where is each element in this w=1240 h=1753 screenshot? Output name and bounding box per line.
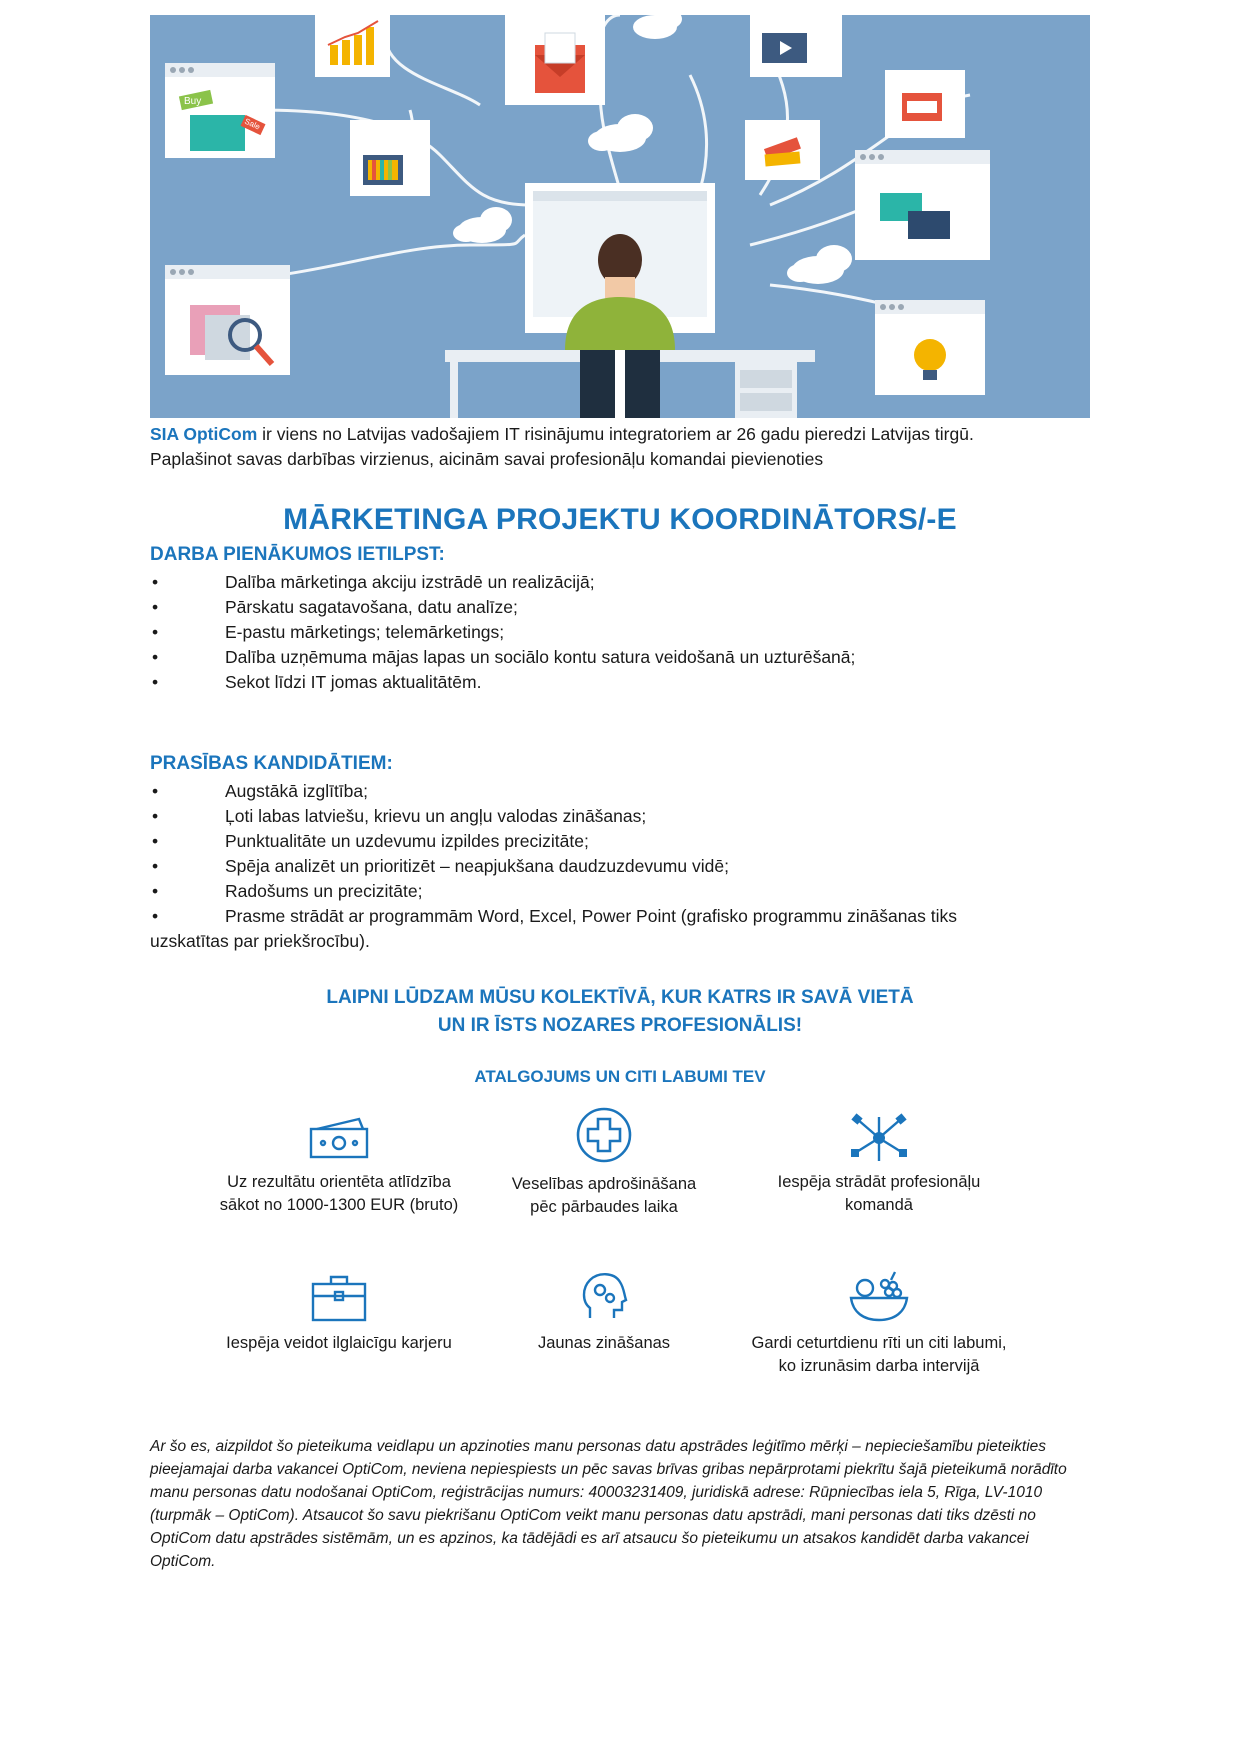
sale-tag: Sale bbox=[243, 116, 262, 132]
list-item: • Sekot līdzi IT jomas aktualitātēm. bbox=[152, 672, 482, 692]
buy-tag: Buy bbox=[184, 96, 202, 107]
benefit-perks bbox=[729, 1268, 1029, 1378]
benefit-health bbox=[454, 1113, 754, 1219]
benefits-heading: ATALGOJUMS UN CITI LABUMI TEV bbox=[474, 1067, 766, 1086]
benefit-team bbox=[729, 1113, 1029, 1217]
duties-heading: DARBA PIENĀKUMOS IETILPST: bbox=[150, 544, 445, 565]
list-item: • Augstākā izglītība; bbox=[152, 781, 368, 801]
benefit-salary-line-2: sākot no 1000-1300 EUR (bruto) bbox=[219, 1196, 459, 1214]
benefit-salary-line-1: Uz rezultātu orientēta atlīdzība bbox=[227, 1173, 451, 1191]
benefit-perks-line-2: ko izrunāsim darba intervijā bbox=[778, 1357, 980, 1375]
welcome-line-2: UN IR ĪSTS NOZARES PROFESIONĀLIS! bbox=[437, 1015, 803, 1036]
list-item: • Pārskatu sagatavošana, datu analīze; bbox=[152, 597, 518, 617]
list-item: • Dalība uzņēmuma mājas lapas un sociālo kontu satura veidošanā un uzturēšanā; bbox=[152, 647, 856, 667]
brand-name: SIA OptiCom bbox=[150, 424, 258, 444]
list-item: • Ļoti labas latviešu, krievu un angļu valodas zināšanas; bbox=[152, 806, 647, 826]
list-item: • Punktualitāte un uzdevumu izpildes precizitāte; bbox=[152, 831, 589, 851]
benefit-perks-line-1: Gardi ceturtdienu rīti un citi labumi, bbox=[751, 1334, 1007, 1352]
list-item-continuation: uzskatītas par priekšrocību). bbox=[150, 931, 370, 951]
list-item: • E-pastu mārketings; telemārketings; bbox=[152, 622, 505, 642]
marketing-illustration-icon bbox=[150, 15, 1090, 418]
team-hands-icon bbox=[847, 1113, 911, 1163]
benefit-health-line-1: Veselības apdrošināšana bbox=[511, 1175, 697, 1193]
hero-illustration bbox=[150, 15, 1090, 418]
benefit-knowledge-line-1: Jaunas zināšanas bbox=[537, 1334, 671, 1352]
intro-line-1 bbox=[150, 422, 1090, 447]
benefit-salary bbox=[189, 1113, 489, 1217]
money-icon bbox=[307, 1113, 371, 1163]
benefit-team-line-2: komandā bbox=[845, 1196, 913, 1214]
head-gears-icon bbox=[576, 1268, 632, 1324]
requirements-list bbox=[150, 779, 1090, 954]
list-item: • Radošums un precizitāte; bbox=[152, 881, 423, 901]
intro-text bbox=[150, 422, 1090, 472]
duties-list bbox=[150, 570, 1090, 695]
benefit-team-line-1: Iespēja strādāt profesionāļu bbox=[777, 1173, 981, 1191]
benefit-career bbox=[189, 1272, 489, 1355]
intro-line-1-rest: ir viens no Latvijas vadošajiem IT risinājumu integratoriem ar 26 gadu pieredzi Latvijas tirgū. bbox=[257, 424, 974, 444]
health-cross-icon bbox=[574, 1105, 634, 1165]
list-item: • Dalība mārketinga akciju izstrādē un realizācijā; bbox=[152, 572, 595, 592]
requirements-heading: PRASĪBAS KANDIDĀTIEM: bbox=[150, 753, 393, 774]
welcome-line-1: LAIPNI LŪDZAM MŪSU KOLEKTĪVĀ, KUR KATRS IR SAVĀ VIETĀ bbox=[326, 987, 914, 1008]
list-item: • Spēja analizēt un prioritizēt – neapjukšana daudzuzdevumu vidē; bbox=[152, 856, 729, 876]
list-item: • Prasme strādāt ar programmām Word, Excel, Power Point (grafisko programmu zināšanas tiks bbox=[152, 906, 958, 926]
job-title: MĀRKETINGA PROJEKTU KOORDINĀTORS/-E bbox=[283, 503, 957, 536]
briefcase-icon bbox=[307, 1272, 371, 1324]
fruit-bowl-icon bbox=[847, 1268, 911, 1324]
benefit-health-line-2: pēc pārbaudes laika bbox=[530, 1198, 678, 1216]
benefit-knowledge bbox=[454, 1268, 754, 1355]
benefit-career-line-1: Iespēja veidot ilglaicīgu karjeru bbox=[226, 1334, 452, 1352]
welcome-message bbox=[150, 984, 1090, 1040]
intro-line-2: Paplašinot savas darbības virzienus, aicinām savai profesionāļu komandai pievienoties bbox=[150, 449, 824, 469]
consent-text: Ar šo es, aizpildot šo pieteikuma veidlapu un apzinoties manu personas datu apstrādes leģitīmo mērķi – nepieciešamību pieteikties pieejamajai darba vakancei OptiCom, neviena nepiespiests un pēc savas brīvas gribas nepārprotami piekrītu šajā pieteikumā norādīto manu personas datu nodošanai OptiCom, reģistrācijas numurs: 40003231409, juridiskā adrese: Rūpniecības iela 5, Rīga, LV-1010 (turpmāk – OptiCom). Atsaucot šo savu piekrišanu OptiCom veikt manu personas datu apstrādi, mani personas dati tiks dzēsti no OptiCom datu apstrādes sistēmām, un es apzinos, ka tādējādi es arī atsaucu šo pieteikumu un atsakos kandidēt darba vakancei OptiCom. bbox=[150, 1438, 1067, 1570]
